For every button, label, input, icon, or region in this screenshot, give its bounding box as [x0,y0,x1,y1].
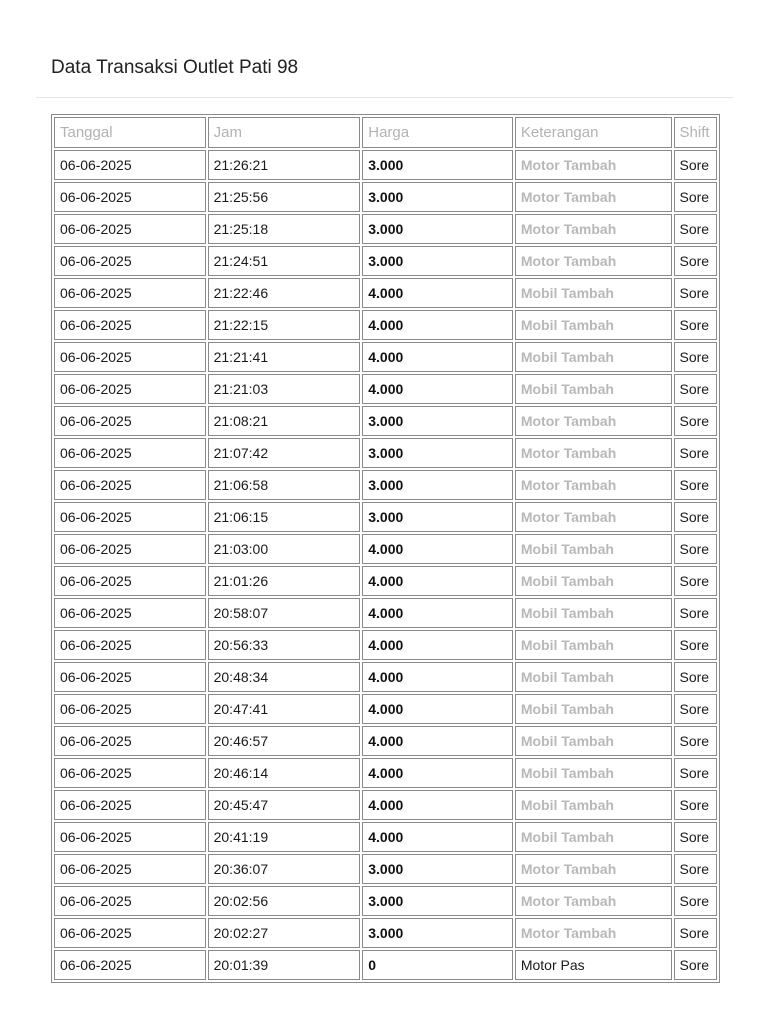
cell-shift: Sore [674,886,717,916]
cell-shift: Sore [674,374,717,404]
cell-harga: 4.000 [362,534,513,564]
table-row [54,438,717,468]
cell-shift: Sore [674,918,717,948]
cell-harga: 4.000 [362,342,513,372]
cell-tanggal: 06-06-2025 [54,342,206,372]
cell-shift: Sore [674,310,717,340]
cell-jam: 20:46:14 [208,758,361,788]
cell-tanggal: 06-06-2025 [54,630,206,660]
table-row [54,822,717,852]
cell-harga: 4.000 [362,790,513,820]
cell-keterangan: Motor Pas [515,950,672,980]
cell-tanggal: 06-06-2025 [54,822,206,852]
table-row [54,886,717,916]
title-divider [36,97,734,98]
table-row [54,470,717,500]
cell-keterangan: Mobil Tambah [515,822,672,852]
cell-tanggal: 06-06-2025 [54,278,206,308]
cell-jam: 21:25:56 [208,182,361,212]
cell-tanggal: 06-06-2025 [54,950,206,980]
cell-keterangan: Mobil Tambah [515,790,672,820]
cell-keterangan: Motor Tambah [515,502,672,532]
header-jam: Jam [208,117,361,148]
cell-jam: 21:08:21 [208,406,361,436]
table-body [54,150,717,980]
cell-jam: 21:26:21 [208,150,361,180]
cell-harga: 3.000 [362,854,513,884]
table-row [54,278,717,308]
cell-shift: Sore [674,726,717,756]
cell-harga: 4.000 [362,374,513,404]
cell-shift: Sore [674,822,717,852]
cell-keterangan: Motor Tambah [515,406,672,436]
cell-shift: Sore [674,214,717,244]
cell-jam: 21:22:15 [208,310,361,340]
cell-jam: 20:56:33 [208,630,361,660]
cell-shift: Sore [674,342,717,372]
cell-keterangan: Motor Tambah [515,470,672,500]
cell-jam: 21:03:00 [208,534,361,564]
cell-tanggal: 06-06-2025 [54,662,206,692]
cell-keterangan: Mobil Tambah [515,566,672,596]
cell-harga: 3.000 [362,214,513,244]
cell-harga: 3.000 [362,406,513,436]
cell-keterangan: Motor Tambah [515,182,672,212]
table-row [54,790,717,820]
cell-tanggal: 06-06-2025 [54,694,206,724]
cell-keterangan: Motor Tambah [515,150,672,180]
cell-harga: 4.000 [362,630,513,660]
cell-shift: Sore [674,502,717,532]
cell-keterangan: Motor Tambah [515,854,672,884]
table-header-row [54,117,717,148]
cell-harga: 4.000 [362,694,513,724]
cell-tanggal: 06-06-2025 [54,918,206,948]
cell-harga: 4.000 [362,758,513,788]
cell-harga: 4.000 [362,598,513,628]
cell-tanggal: 06-06-2025 [54,886,206,916]
cell-keterangan: Mobil Tambah [515,726,672,756]
cell-jam: 20:48:34 [208,662,361,692]
cell-jam: 20:46:57 [208,726,361,756]
cell-shift: Sore [674,662,717,692]
cell-jam: 21:25:18 [208,214,361,244]
table-row [54,406,717,436]
cell-tanggal: 06-06-2025 [54,758,206,788]
cell-jam: 21:06:15 [208,502,361,532]
cell-harga: 3.000 [362,502,513,532]
cell-keterangan: Motor Tambah [515,886,672,916]
cell-shift: Sore [674,182,717,212]
table-row [54,854,717,884]
cell-shift: Sore [674,950,717,980]
cell-shift: Sore [674,598,717,628]
cell-jam: 20:41:19 [208,822,361,852]
cell-keterangan: Mobil Tambah [515,630,672,660]
cell-keterangan: Mobil Tambah [515,758,672,788]
cell-harga: 3.000 [362,150,513,180]
cell-jam: 20:02:27 [208,918,361,948]
cell-tanggal: 06-06-2025 [54,726,206,756]
cell-jam: 20:01:39 [208,950,361,980]
cell-jam: 21:24:51 [208,246,361,276]
cell-shift: Sore [674,566,717,596]
cell-shift: Sore [674,534,717,564]
cell-harga: 3.000 [362,438,513,468]
cell-harga: 4.000 [362,566,513,596]
cell-keterangan: Motor Tambah [515,918,672,948]
table-row [54,630,717,660]
cell-jam: 20:47:41 [208,694,361,724]
cell-keterangan: Mobil Tambah [515,310,672,340]
cell-jam: 20:58:07 [208,598,361,628]
cell-harga: 4.000 [362,662,513,692]
table-row [54,182,717,212]
cell-harga: 4.000 [362,822,513,852]
cell-tanggal: 06-06-2025 [54,438,206,468]
cell-tanggal: 06-06-2025 [54,310,206,340]
cell-shift: Sore [674,246,717,276]
cell-tanggal: 06-06-2025 [54,374,206,404]
cell-keterangan: Mobil Tambah [515,534,672,564]
cell-jam: 21:01:26 [208,566,361,596]
cell-harga: 4.000 [362,278,513,308]
cell-keterangan: Motor Tambah [515,214,672,244]
cell-tanggal: 06-06-2025 [54,566,206,596]
table-row [54,342,717,372]
cell-tanggal: 06-06-2025 [54,854,206,884]
cell-tanggal: 06-06-2025 [54,598,206,628]
cell-shift: Sore [674,278,717,308]
cell-tanggal: 06-06-2025 [54,182,206,212]
cell-tanggal: 06-06-2025 [54,150,206,180]
cell-shift: Sore [674,470,717,500]
cell-shift: Sore [674,406,717,436]
cell-keterangan: Mobil Tambah [515,374,672,404]
table-row [54,726,717,756]
cell-shift: Sore [674,150,717,180]
cell-shift: Sore [674,758,717,788]
cell-tanggal: 06-06-2025 [54,534,206,564]
cell-harga: 4.000 [362,726,513,756]
cell-harga: 3.000 [362,918,513,948]
cell-tanggal: 06-06-2025 [54,470,206,500]
cell-keterangan: Mobil Tambah [515,598,672,628]
cell-harga: 3.000 [362,182,513,212]
cell-harga: 3.000 [362,886,513,916]
cell-harga: 0 [362,950,513,980]
cell-tanggal: 06-06-2025 [54,406,206,436]
header-keterangan: Keterangan [515,117,672,148]
cell-keterangan: Mobil Tambah [515,278,672,308]
cell-jam: 20:45:47 [208,790,361,820]
table-row [54,950,717,980]
table-row [54,758,717,788]
cell-jam: 20:02:56 [208,886,361,916]
table-row [54,310,717,340]
table-row [54,214,717,244]
header-shift: Shift [674,117,717,148]
table-row [54,918,717,948]
cell-keterangan: Mobil Tambah [515,662,672,692]
cell-harga: 3.000 [362,470,513,500]
cell-shift: Sore [674,438,717,468]
cell-jam: 21:21:41 [208,342,361,372]
cell-keterangan: Motor Tambah [515,438,672,468]
table-row [54,374,717,404]
cell-jam: 21:21:03 [208,374,361,404]
table-row [54,150,717,180]
table-row [54,694,717,724]
cell-keterangan: Mobil Tambah [515,694,672,724]
cell-jam: 21:06:58 [208,470,361,500]
table-row [54,502,717,532]
table-row [54,566,717,596]
cell-shift: Sore [674,790,717,820]
cell-harga: 4.000 [362,310,513,340]
header-harga: Harga [362,117,513,148]
transaction-table [51,114,720,983]
cell-tanggal: 06-06-2025 [54,214,206,244]
cell-shift: Sore [674,630,717,660]
cell-shift: Sore [674,694,717,724]
cell-harga: 3.000 [362,246,513,276]
table-row [54,662,717,692]
cell-keterangan: Motor Tambah [515,246,672,276]
table-row [54,534,717,564]
cell-tanggal: 06-06-2025 [54,502,206,532]
page-title: Data Transaksi Outlet Pati 98 [51,57,299,78]
header-tanggal: Tanggal [54,117,206,148]
cell-shift: Sore [674,854,717,884]
cell-jam: 21:07:42 [208,438,361,468]
cell-tanggal: 06-06-2025 [54,790,206,820]
cell-keterangan: Mobil Tambah [515,342,672,372]
cell-jam: 20:36:07 [208,854,361,884]
table-row [54,598,717,628]
cell-jam: 21:22:46 [208,278,361,308]
cell-tanggal: 06-06-2025 [54,246,206,276]
table-row [54,246,717,276]
